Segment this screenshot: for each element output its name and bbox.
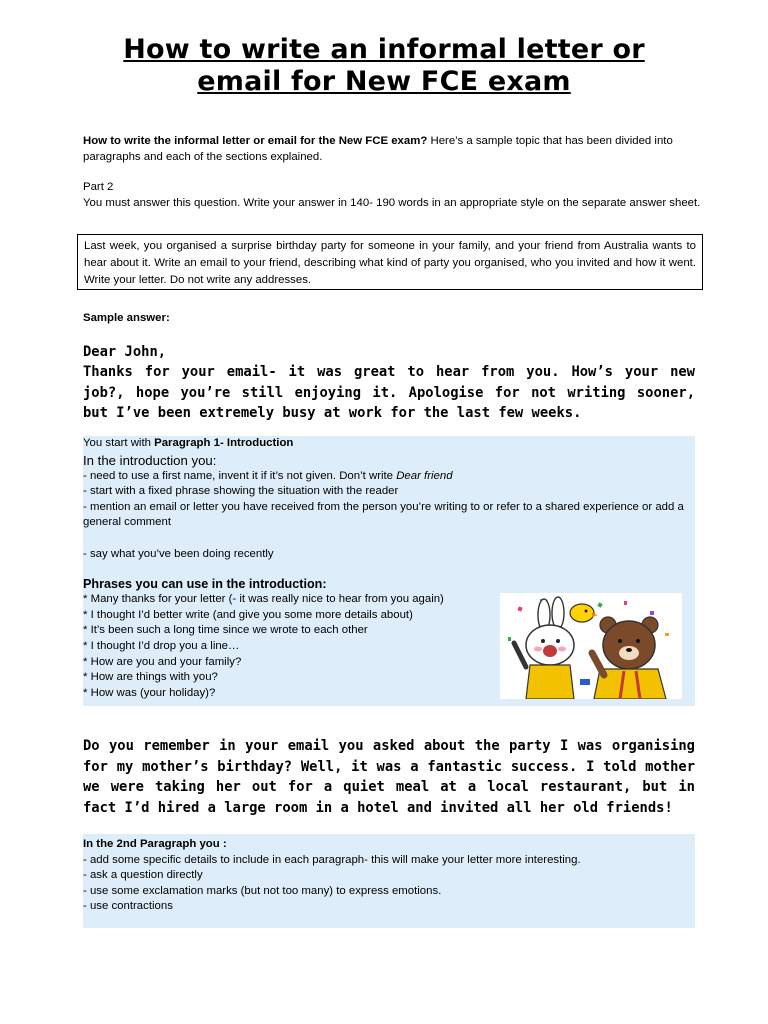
part-label: Part 2	[83, 181, 114, 193]
letter-greeting: Dear John,	[83, 344, 167, 360]
tip-item-2: - start with a fixed phrase showing the situation with the reader	[83, 485, 399, 498]
phrase-item-4: * I thought I’d drop you a line…	[83, 639, 240, 652]
letter-paragraph-2	[83, 736, 695, 818]
task-box: Last week, you organised a surprise birthday party for someone in your family, and your friend from Australia wants to hear about it. Write an email to your friend, describing what kind of party you organised, who you invited and how it went. Write your letter. Do not write any addresses.	[77, 234, 703, 290]
second-paragraph-heading: In the 2nd Paragraph you :	[83, 838, 227, 850]
sample-answer-label: Sample answer:	[83, 312, 170, 324]
second-tip-item-4: - use contractions	[83, 900, 173, 913]
phrase-item-7: * How was (your holiday)?	[83, 686, 216, 699]
title-line-1: How to write an informal letter or	[123, 34, 645, 65]
tip-item-1-italic: Dear friend	[396, 469, 453, 482]
second-tip-item-1: - add some specific details to include in each paragraph- this will make your letter more interesting.	[83, 853, 581, 866]
page-title	[60, 34, 708, 98]
intro-tips-heading: In the introduction you:	[83, 452, 217, 468]
title-line-2: email for New FCE exam	[197, 66, 571, 97]
tip-item	[83, 469, 695, 485]
phrase-item-2: * I thought I’d better write (and give you some more details about)	[83, 608, 413, 621]
cartoon-illustration	[500, 593, 682, 699]
start-bold: Paragraph 1- Introduction	[154, 437, 294, 449]
letter-paragraph-2-text: Do you remember in your email you asked about the party I was organising for my mother’s birthday? Well, it was a fantastic success. I told mother we were taking her out for a quiet meal at a local restaurant, but in fact I’d hired a large room in a hotel and invited all her old friends!	[83, 738, 695, 816]
phrases-heading: Phrases you can use in the introduction:	[83, 577, 327, 592]
phrase-item-1: * Many thanks for your letter (- it was really nice to hear from you again)	[83, 593, 444, 606]
start-prefix: You start with	[83, 437, 155, 449]
intro-question: How to write the informal letter or email for the New FCE exam?	[83, 135, 428, 147]
letter-paragraph-1-text: Thanks for your email- it was great to hear from you. How’s your new job?, hope you’re still enjoying it. Apologise for not writing sooner, but I’ve been extremely busy at work for the last few weeks.	[83, 364, 695, 421]
phrase-item-5: * How are you and your family?	[83, 655, 242, 668]
phrase-item-6: * How are things with you?	[83, 671, 218, 684]
letter-paragraph-1	[83, 362, 695, 424]
second-tip-item-2: - ask a question directly	[83, 869, 203, 882]
phrase-item-3: * It’s been such a long time since we wrote to each other	[83, 624, 368, 637]
cartoon-bear-bunny-icon	[500, 593, 682, 699]
second-tip-item-3: - use some exclamation marks (but not too many) to express emotions.	[83, 884, 442, 897]
tip-item-4: - say what you’ve been doing recently	[83, 547, 274, 560]
intro-text: Here’s a sample topic that has been divided into paragraphs and each of the sections explained.	[83, 135, 673, 163]
paragraph-1-label	[83, 436, 695, 452]
part-instruction: You must answer this question. Write your answer in 140- 190 words in an appropriate style on the separate answer sheet.	[83, 197, 701, 209]
intro-paragraph	[83, 134, 713, 165]
second-paragraph-tips-box	[83, 834, 695, 928]
tip-item-1-text: - need to use a first name, invent it if it’s not given. Don’t write	[83, 469, 397, 482]
tip-item-3: - mention an email or letter you have received from the person you’re writing to or refer to a shared experience or add a general comment	[83, 500, 684, 529]
